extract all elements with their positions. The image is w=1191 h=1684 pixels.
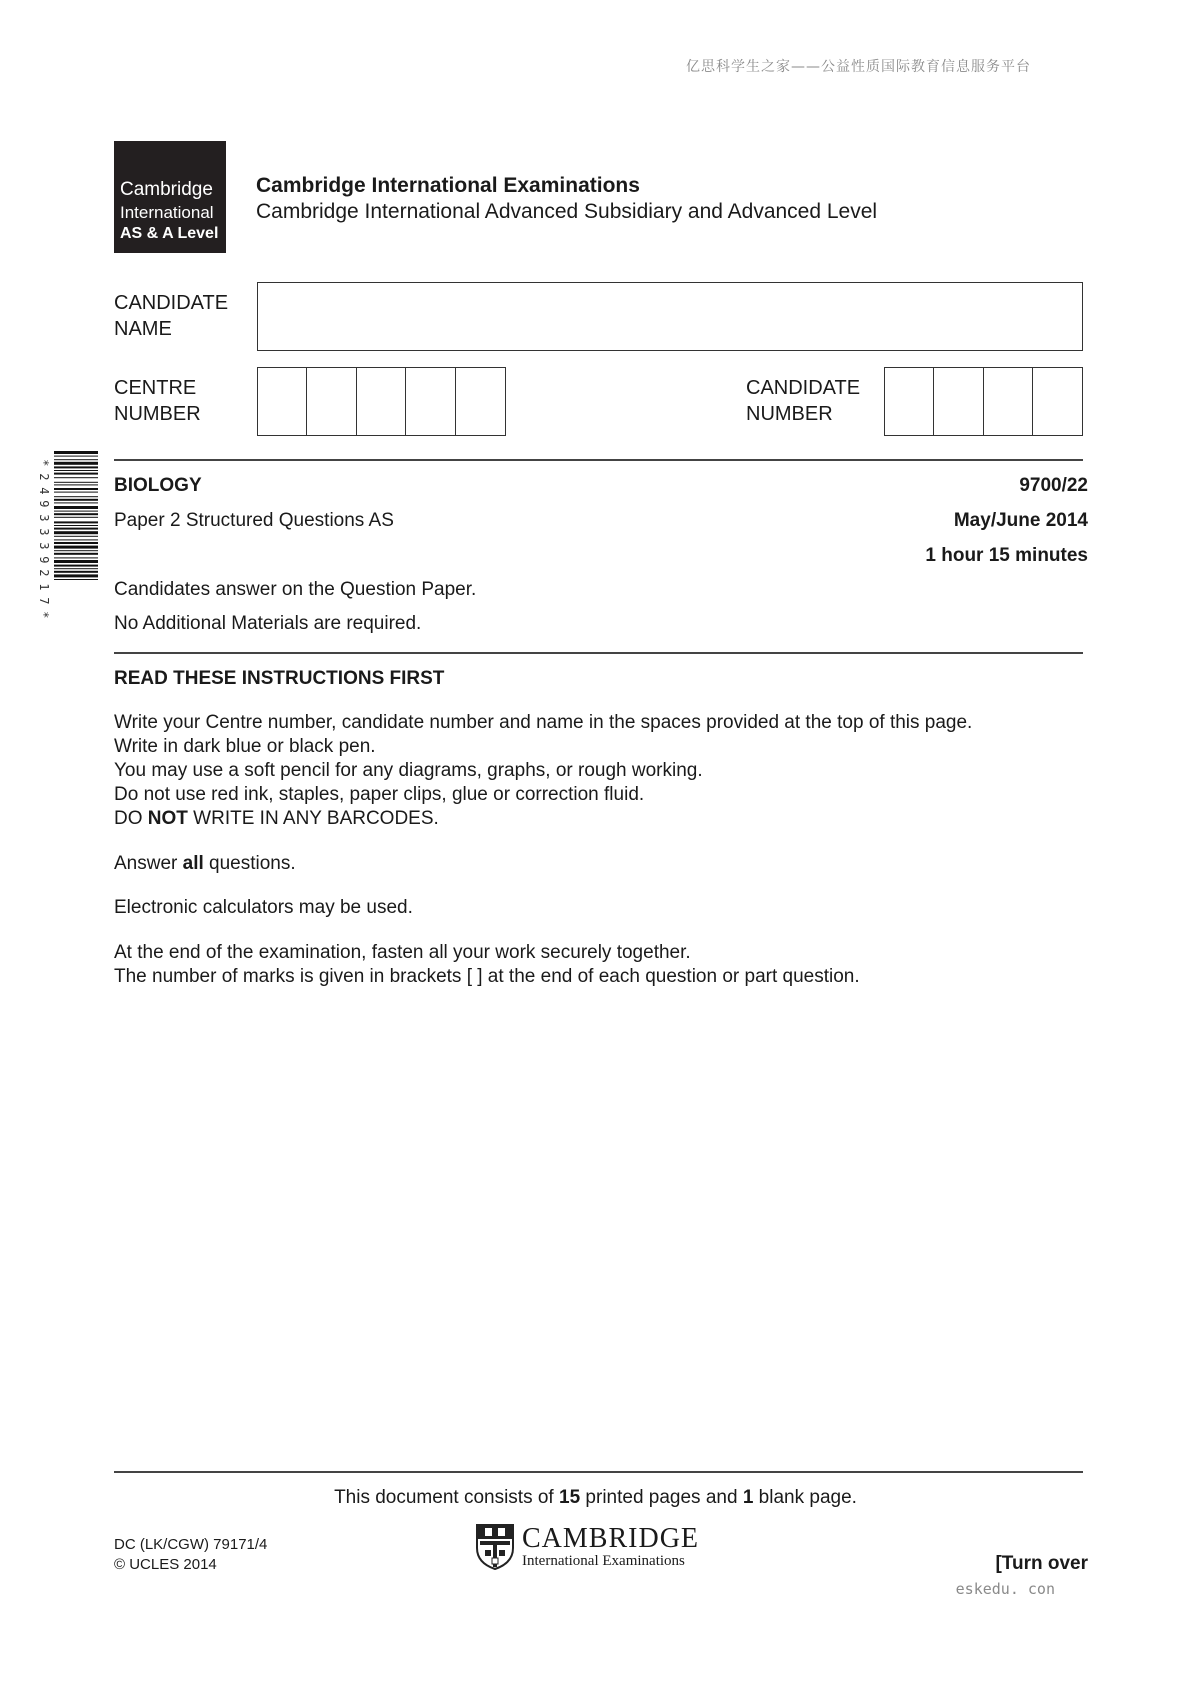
digit-cell-divider (405, 368, 406, 435)
barcode-bar (54, 525, 98, 526)
exam-board-title: Cambridge International Examinations (256, 174, 640, 197)
cambridge-wordmark: CAMBRIDGE (522, 1523, 700, 1554)
digit-cell-divider (983, 368, 984, 435)
divider (114, 652, 1083, 654)
instruction-line-barcodes (114, 807, 972, 831)
barcode-bar (54, 492, 98, 493)
instruction-line: Write in dark blue or black pen. (114, 736, 376, 757)
answer-all-line (114, 852, 296, 876)
candidate-name-label-line-1: CANDIDATE (114, 292, 229, 314)
candidate-number-field[interactable] (884, 367, 1083, 436)
barcode-bar (54, 496, 98, 497)
barcode-bar (54, 473, 98, 475)
barcode-digit: 1 (36, 583, 51, 591)
barcode-digit: 9 (36, 555, 51, 564)
barcode-digit: 2 (36, 473, 51, 481)
text-span: printed pages and (580, 1487, 743, 1508)
candidate-number-label-line-1: CANDIDATE (746, 377, 861, 399)
barcode-bar (54, 553, 98, 555)
barcode-bar (54, 502, 98, 503)
barcode-digits (36, 456, 50, 622)
exam-session: May/June 2014 (953, 510, 1088, 531)
candidate-number-label-line-2: NUMBER (746, 403, 833, 425)
instruction-line: You may use a soft pencil for any diagrams, graphs, or rough working. (114, 760, 703, 781)
answer-location-note: Candidates answer on the Question Paper. (114, 579, 477, 600)
barcode-bar (54, 528, 98, 530)
subject: BIOLOGY (114, 475, 202, 496)
barcode-bar (54, 482, 98, 483)
barcode-bar (54, 499, 98, 501)
barcode-bar (54, 546, 98, 549)
barcode-digit: 3 (36, 542, 51, 550)
barcode-bar (54, 574, 98, 577)
barcode-digit: * (36, 459, 51, 467)
barcode-bar (54, 456, 98, 457)
document-code: DC (LK/CGW) 79171/4 (114, 1536, 268, 1553)
cambridge-logo (114, 141, 226, 253)
digit-cell-divider (455, 368, 456, 435)
barcode-digit: 7 (36, 597, 51, 605)
logo-line-2: International (120, 203, 214, 222)
instruction-line: The number of marks is given in brackets [ ] at the end of each question or part question. (114, 966, 860, 987)
barcode-bar (54, 470, 98, 471)
turn-over: [Turn over (995, 1553, 1088, 1574)
calculators-note: Electronic calculators may be used. (114, 897, 413, 918)
barcode-bar (54, 557, 98, 558)
barcode-digit: 3 (36, 514, 51, 522)
logo-line-3: AS & A Level (120, 225, 219, 242)
exam-duration: 1 hour 15 minutes (925, 545, 1088, 566)
exam-board-subtitle: Cambridge International Advanced Subsidiary and Advanced Level (256, 200, 878, 223)
barcode-bar (54, 466, 98, 468)
candidate-name-field[interactable] (257, 282, 1083, 351)
divider (114, 1471, 1083, 1473)
barcode-bar (54, 536, 98, 537)
candidate-name-label (114, 290, 228, 342)
barcode-bar (54, 488, 98, 490)
centre-number-label-line-2: NUMBER (114, 403, 201, 425)
barcode-bar (54, 462, 98, 465)
blank-page-count: 1 (742, 1487, 754, 1508)
text-span: DO (114, 808, 148, 829)
top-watermark: 亿思科学生之家——公益性质国际教育信息服务平台 (686, 59, 1031, 75)
paper-title: Paper 2 Structured Questions AS (114, 510, 394, 531)
barcode-digit: 3 (36, 528, 51, 536)
centre-number-field[interactable] (257, 367, 506, 436)
barcode-bar (54, 506, 98, 509)
candidate-number-label (746, 375, 860, 427)
barcode-digit: 2 (36, 569, 51, 577)
instruction-line: Do not use red ink, staples, paper clips, glue or correction fluid. (114, 784, 645, 805)
divider (114, 459, 1083, 461)
cambridge-crest-icon (476, 1524, 514, 1570)
bottom-watermark: eskedu. con (955, 1580, 1055, 1598)
barcode-bar (54, 565, 98, 567)
copyright: © UCLES 2014 (114, 1556, 217, 1573)
page-count-note (0, 1487, 1191, 1509)
instruction-line: Write your Centre number, candidate number and name in the spaces provided at the top of this page. (114, 712, 973, 733)
barcode-bar (54, 571, 98, 573)
barcode-bar (54, 550, 98, 551)
barcode-bar (54, 459, 98, 460)
digit-cell-divider (933, 368, 934, 435)
text-span: This document consists of (334, 1487, 559, 1508)
cambridge-wordmark-subtitle: International Examinations (522, 1553, 685, 1569)
emphasis: all (182, 853, 204, 874)
instructions-heading: READ THESE INSTRUCTIONS FIRST (114, 668, 445, 689)
digit-cell-divider (306, 368, 307, 435)
barcode-bar (54, 517, 98, 518)
barcode-bar (54, 531, 98, 534)
barcode-bar (54, 513, 98, 515)
digit-cell-divider (1032, 368, 1033, 435)
text-span: Answer (114, 853, 183, 874)
barcode-bar (54, 539, 98, 540)
instruction-line: At the end of the examination, fasten all your work securely together. (114, 942, 691, 963)
barcode-bar (54, 477, 98, 478)
barcode-digit: 4 (36, 486, 51, 495)
digit-cell-divider (356, 368, 357, 435)
centre-number-label-line-1: CENTRE (114, 377, 197, 399)
barcode-bar (54, 568, 98, 569)
candidate-name-label-line-2: NAME (114, 318, 172, 340)
barcode (54, 451, 98, 679)
text-span: questions. (203, 853, 296, 874)
instructions-block-2 (114, 941, 860, 989)
syllabus-code: 9700/22 (1019, 475, 1088, 496)
text-span: blank page. (753, 1487, 857, 1508)
instructions-block-1 (114, 711, 972, 831)
centre-number-label (114, 375, 201, 427)
barcode-bar (54, 484, 98, 485)
barcode-digit: 9 (36, 500, 51, 508)
barcode-digit: * (36, 611, 51, 619)
barcode-bar (54, 560, 98, 563)
barcode-bar (54, 511, 98, 512)
barcode-bar (54, 579, 98, 580)
materials-note: No Additional Materials are required. (114, 613, 422, 634)
emphasis: NOT (147, 808, 188, 829)
document-code-block (114, 1535, 267, 1575)
printed-page-count: 15 (559, 1487, 581, 1508)
barcode-bar (54, 521, 98, 523)
barcode-bar (54, 542, 98, 544)
barcode-bar (54, 451, 98, 454)
logo-line-1: Cambridge (120, 179, 213, 200)
text-span: WRITE IN ANY BARCODES. (187, 808, 439, 829)
